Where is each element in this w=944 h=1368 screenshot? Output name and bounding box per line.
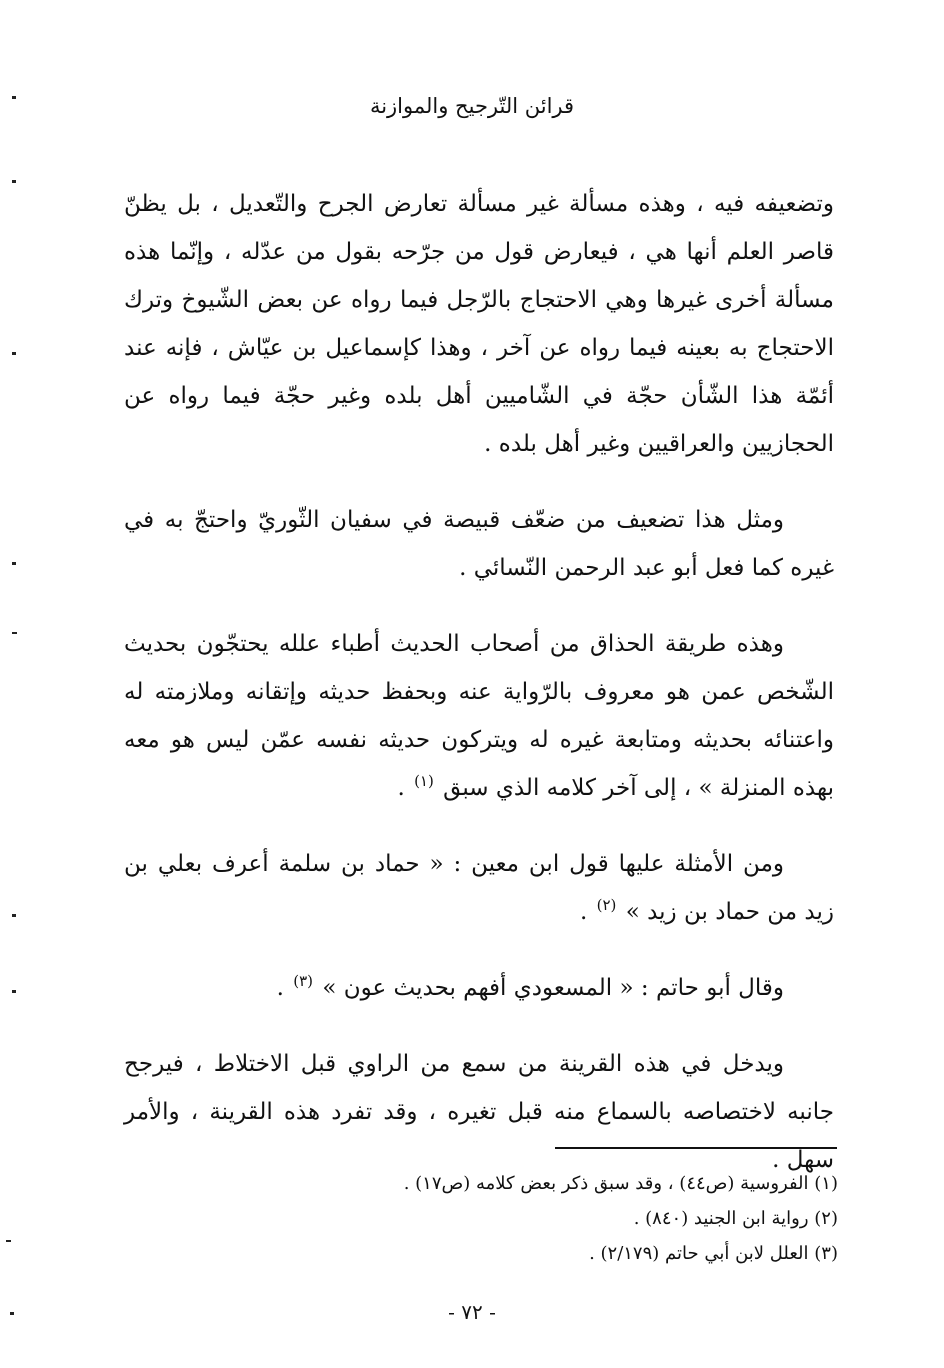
footnote-ref-3: (٣) [293, 972, 314, 991]
scan-mark [12, 990, 16, 993]
scan-mark [12, 632, 17, 634]
paragraph-6 [124, 1040, 834, 1184]
scan-mark [6, 1240, 11, 1242]
footnote-3: (٣) العلل لابن أبي حاتم (٢/١٧٩) . [589, 1243, 838, 1264]
footnote-ref-2: (٢) [596, 896, 617, 915]
paragraph-text: ويدخل في هذه القرينة من سمع من الراوي قبل الاختلاط ، فيرجح جانبه لاختصاصه بالسماع منه قبل تغيره ، وقد تفرد هذه القرينة ، والأمر سهل . [124, 1051, 834, 1173]
footnote-ref-1: (١) [414, 772, 434, 791]
scan-mark [12, 352, 16, 355]
running-head: قرائن التّرجيح والموازنة [369, 94, 575, 118]
paragraph-1 [124, 180, 834, 468]
scan-mark [12, 180, 16, 183]
paragraph-3 [124, 620, 834, 812]
footnote-1: (١) الفروسية (ص٤٤) ، وقد سبق ذكر بعض كلامه (ص١٧) . [403, 1173, 838, 1194]
body-text [124, 180, 834, 1212]
scan-mark [12, 96, 16, 99]
paragraph-4 [124, 840, 834, 936]
scan-mark [12, 562, 16, 565]
paragraph-text: وقال أبو حاتم : « المسعودي أفهم بحديث عون » [322, 975, 784, 1001]
footnotes [300, 1166, 838, 1271]
paragraph-tail: . [397, 775, 413, 801]
scan-mark [12, 914, 16, 917]
paragraph-text: ومن الأمثلة عليها قول ابن معين : « حماد بن سلمة أعرف بعلي بن زيد من حماد بن زيد » [124, 851, 834, 925]
paragraph-text: وتضعيفه فيه ، وهذه مسألة غير مسألة تعارض الجرح والتّعديل ، بل يظنّ قاصر العلم أنها هي ، فيعارض قول من جرّحه بقول من عدّله ، وإنّما هذه مسألة أخرى غيرها وهي الاحتجاج بالرّجل فيما رواه عن بعض الشّيوخ وترك الاحتجاج به بعينه فيما رواه عن آخر ، وهذا كإسماعيل بن عيّاش ، فإنه عند أئمّة هذا الشّأن حجّة في الشّاميين أهل بلده وغير حجّة فيما رواه عن الحجازيين والعراقيين وغير أهل بلده . [124, 191, 834, 457]
page-number: - ٧٢ - [448, 1300, 496, 1324]
scan-mark [10, 1312, 14, 1315]
paragraph-2 [124, 496, 834, 592]
paragraph-tail: . [579, 899, 595, 925]
paragraph-5 [124, 964, 834, 1012]
footnote-separator [555, 1147, 837, 1149]
paragraph-text: وهذه طريقة الحذاق من أصحاب الحديث أطباء علله يحتجّون بحديث الشّخص عمن هو معروف بالرّواية عنه وبحفظ حديثه وإتقانه وملازمته له واعتنائه بحديثه ومتابعة غيره له ويتركون حديثه نفسه عمّن ليس هو معه بهذه المنزلة » ، إلى آخر كلامه الذي سبق [124, 631, 834, 801]
paragraph-text: ومثل هذا تضعيف من ضعّف قبيصة في سفيان الثّوريّ واحتجّ به في غيره كما فعل أبو عبد الرحمن النّسائي . [124, 507, 834, 581]
footnote-2: (٢) رواية ابن الجنيد (٨٤٠) . [633, 1208, 838, 1229]
paragraph-tail: . [276, 975, 292, 1001]
